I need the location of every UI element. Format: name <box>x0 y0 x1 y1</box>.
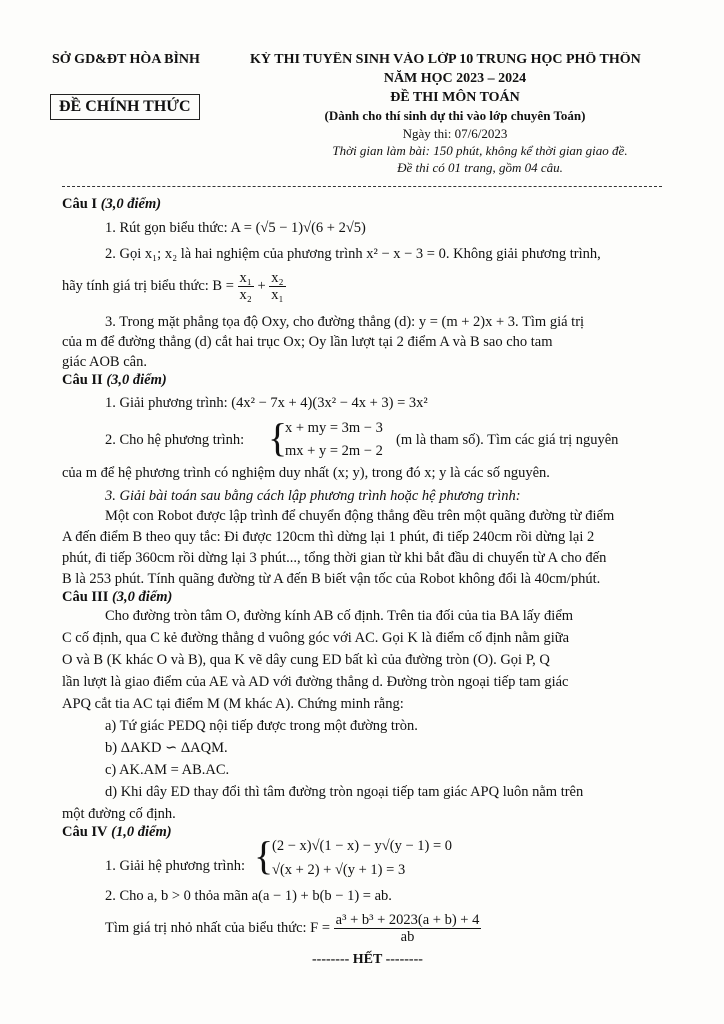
q2-heading <box>62 372 167 389</box>
system-brace: { <box>268 415 288 460</box>
q4-part3 <box>105 912 481 945</box>
q3-line4: lần lượt là giao điểm của AE và AD với đường thẳng d. Đường tròn ngoại tiếp tam giác <box>62 674 569 690</box>
system-brace: { <box>254 833 274 878</box>
q4-part1-lead: 1. Giải hệ phương trình: <box>105 858 245 874</box>
fraction-x2-x1 <box>269 270 285 303</box>
q1-part2-lead: hãy tính giá trị biểu thức: B = <box>62 277 234 294</box>
q2-part2-tail: (m là tham số). Tìm các giá trị nguyên <box>396 432 619 448</box>
page-count: Đề thi có 01 trang, gồm 04 câu. <box>397 160 563 175</box>
q3-line2: C cố định, qua C kẻ đường thẳng d vuông góc với AC. Gọi K là điểm cố định nằm giữa <box>62 630 570 646</box>
q2-part3-intro: 3. Giải bài toán sau bằng cách lập phương trình hoặc hệ phương trình: <box>105 488 521 504</box>
q4-title: Câu IV <box>62 824 108 840</box>
q4-points: (1,0 điểm) <box>111 824 172 840</box>
q2-part3-line1: Một con Robot được lập trình để chuyển động thẳng đều trên một quãng đường từ điểm <box>105 508 615 524</box>
q3-line3: O và B (K khác O và B), qua K vẽ dây cung ED bất kì của đường tròn (O). Gọi P, Q <box>62 652 550 668</box>
q3-part-d-line2: một đường cố định. <box>62 806 176 822</box>
q4-part2: 2. Cho a, b > 0 thỏa mãn a(a − 1) + b(b − 1) = ab. <box>105 888 392 904</box>
q4-system-eq2: √(x + 2) + √(y + 1) = 3 <box>272 862 406 878</box>
end-marker: -------- HẾT -------- <box>312 952 423 967</box>
q3-part-a: a) Tứ giác PEDQ nội tiếp được trong một đường tròn. <box>105 718 418 734</box>
q3-title: Câu III <box>62 589 109 605</box>
exam-time: Thời gian làm bài: 150 phút, không kể thời gian giao đề. <box>332 143 628 158</box>
fraction-numerator: x₁ <box>239 270 252 286</box>
fraction-denominator: x₂ <box>239 287 252 303</box>
q3-line1: Cho đường tròn tâm O, đường kính AB cố định. Trên tia đối của tia BA lấy điểm <box>105 608 574 624</box>
official-badge: ĐỀ CHÍNH THỨC <box>50 94 200 120</box>
q2-part3-line4: B là 253 phút. Tính quãng đường từ A đến B biết vận tốc của Robot không đổi là 40cm/phút. <box>62 571 601 587</box>
q1-part3-line1: 3. Trong mặt phẳng tọa độ Oxy, cho đường thẳng (d): y = (m + 2)x + 3. Tìm giá trị <box>105 314 585 330</box>
q2-title: Câu II <box>62 372 103 388</box>
q2-part2-line2: của m để hệ phương trình có nghiệm duy nhất (x; y), trong đó x; y là các số nguyên. <box>62 465 550 481</box>
fraction-numerator: x₂ <box>271 270 284 286</box>
fraction-denominator: x₁ <box>271 287 284 303</box>
plus-sign: + <box>257 277 266 294</box>
fraction-denominator: ab <box>400 929 415 945</box>
school-year: NĂM HỌC 2023 – 2024 <box>383 71 527 86</box>
q3-points: (3,0 điểm) <box>111 589 173 605</box>
fraction-numerator: a³ + b³ + 2023(a + b) + 4 <box>335 912 480 928</box>
q1-part1: 1. Rút gọn biểu thức: A = (√5 − 1)√(6 + 2√5) <box>105 220 366 236</box>
q2-part3-line3: phút, đi tiếp 360cm rồi dừng lại 3 phút..., tổng thời gian từ khi bắt đầu di chuyển từ A cho đến <box>62 550 607 566</box>
q1-heading <box>62 196 161 213</box>
q3-part-b: b) ΔAKD ∽ ΔAQM. <box>105 740 228 756</box>
exam-title: KỲ THI TUYỂN SINH VÀO LỚP 10 TRUNG HỌC PHỔ THÔN <box>250 52 641 67</box>
q4-system-eq1: (2 − x)√(1 − x) − y√(y − 1) = 0 <box>272 838 453 854</box>
q3-heading <box>62 589 172 606</box>
q4-part3-lead: Tìm giá trị nhỏ nhất của biểu thức: F = <box>105 919 331 936</box>
q2-system-eq2: mx + y = 2m − 2 <box>285 443 383 459</box>
q1-title: Câu I <box>62 196 98 212</box>
q2-part3-line2: A đến điểm B theo quy tắc: Đi được 120cm thì dừng lại 1 phút, đi tiếp 240cm rồi dừng lại 2 <box>62 529 595 545</box>
objective-fraction <box>334 912 482 945</box>
q2-part1: 1. Giải phương trình: (4x² − 7x + 4)(3x² − 4x + 3) = 3x² <box>105 395 428 411</box>
q3-line5: APQ cắt tia AC tại điểm M (M khác A). Chứng minh rằng: <box>62 696 404 712</box>
exam-date: Ngày thi: 07/6/2023 <box>402 126 508 141</box>
q1-part3-line3: giác AOB cân. <box>62 354 147 370</box>
q3-part-c: c) AK.AM = AB.AC. <box>105 762 230 778</box>
q2-points: (3,0 điểm) <box>106 372 167 388</box>
department: SỞ GD&ĐT HÒA BÌNH <box>52 52 200 67</box>
q1-part2-line2 <box>62 270 286 303</box>
subject: ĐỀ THI MÔN TOÁN <box>390 90 520 105</box>
divider <box>62 186 662 187</box>
q4-heading <box>62 824 172 841</box>
q2-part2-lead: 2. Cho hệ phương trình: <box>105 432 245 448</box>
audience: (Dành cho thí sinh dự thi vào lớp chuyên Toán) <box>324 108 586 123</box>
q1-points: (3,0 điểm) <box>100 196 162 212</box>
q1-part2-line1: 2. Gọi x₁; x₂ là hai nghiệm của phương trình x² − x − 3 = 0. Không giải phương trình, <box>105 246 601 262</box>
q2-system-eq1: x + my = 3m − 3 <box>285 420 383 436</box>
q1-part3-line2: của m để đường thẳng (d) cắt hai trục Ox; Oy lần lượt tại 2 điểm A và B sao cho tam <box>62 334 553 350</box>
fraction-x1-x2 <box>238 270 254 303</box>
q3-part-d-line1: d) Khi dây ED thay đổi thì tâm đường tròn ngoại tiếp tam giác APQ luôn nằm trên <box>105 784 584 800</box>
